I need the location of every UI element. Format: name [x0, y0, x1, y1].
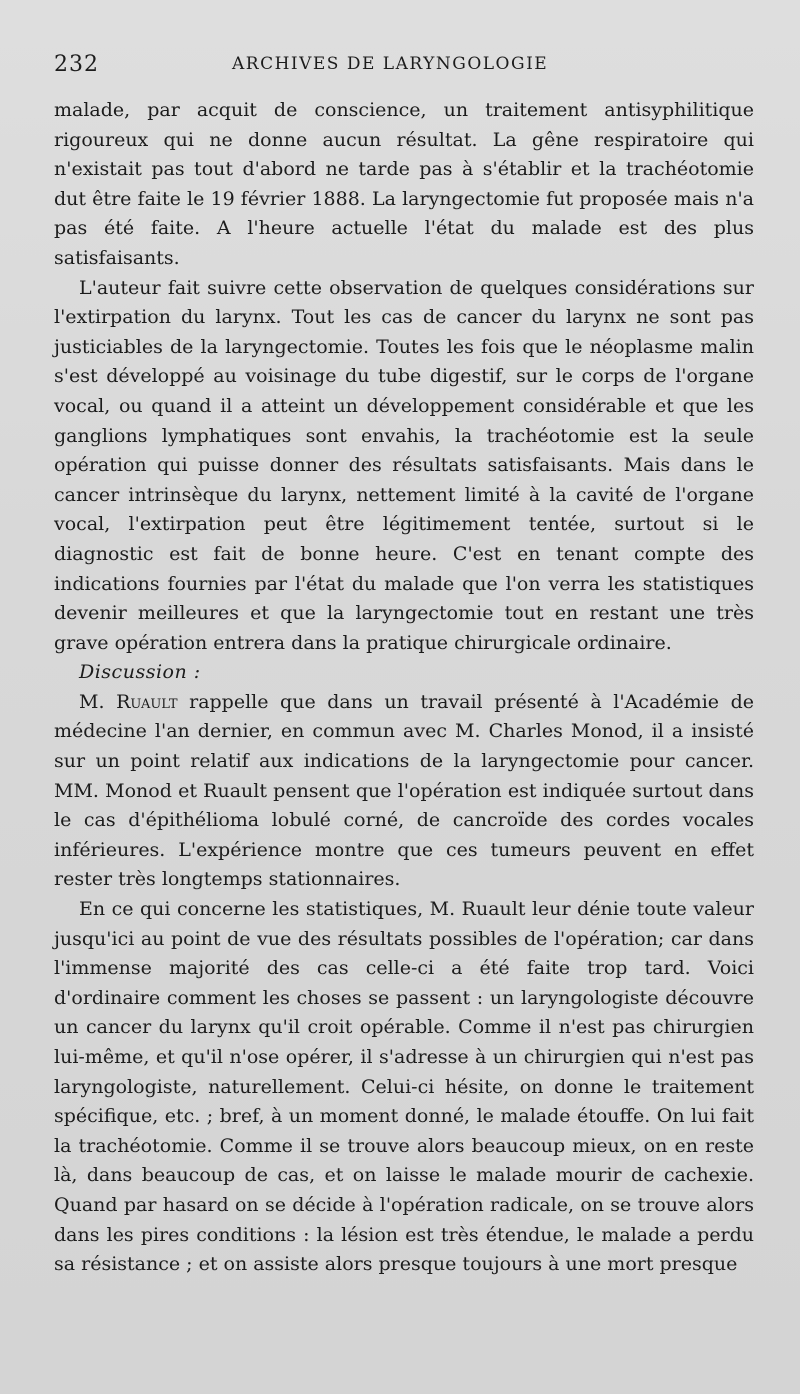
paragraph-continuation: malade, par acquit de conscience, un traitement antisyphilitique rigoureux qui ne donne aucun résultat. La gêne respiratoire qui n'existait pas tout d'abord ne tarde pas à s'établir et la trachéotomie dut être faite le 19 février 1888. La laryngectomie fut proposée mais n'a pas été faite. A l'heure actuelle l'état du malade est des plus satisfaisants. — [54, 99, 754, 269]
journal-title: ARCHIVES DE LARYNGOLOGIE — [232, 54, 549, 74]
discussion-heading: Discussion : — [79, 661, 201, 684]
paragraph-author-considerations: L'auteur fait suivre cette observation de quelques considérations sur l'extirpation du larynx. Tout les cas de cancer du larynx ne sont pas justiciables de la laryngectomie. Toutes les fois que le néoplasme malin s'est développé au voisinage du tube digestif, sur le corps de l'organe vocal, ou quand il a atteint un développement considérable et que les ganglions lymphatiques sont envahis, la trachéotomie est la seule opération qui puisse donner des résultats satisfaisants. Mais dans le cancer intrinsèque du larynx, nettement limité à la cavité de l'organe vocal, l'extirpation peut être légitimement tentée, surtout si le diagnostic est fait de bonne heure. C'est en tenant compte des indications fournies par l'état du malade que l'on verra les statistiques devenir meilleures et que la laryngectomie tout en restant une très grave opération entrera dans la pratique chirurgicale ordinaire. — [54, 276, 754, 654]
speaker-name: Ruault — [116, 690, 178, 713]
paragraph-ruault-remarks — [54, 688, 754, 895]
paragraph-ruault-remarks-text: rappelle que dans un travail présenté à l'Académie de médecine l'an dernier, en commun avec M. Charles Monod, il a insisté sur un point relatif aux indications de la laryngectomie pour cancer. MM. Monod et Ruault pensent que l'opération est indiquée surtout dans le cas d'épithélioma lobulé corné, de cancroïde des cordes vocales inférieures. L'expérience montre que ces tumeurs peuvent en effet rester très longtemps stationnaires. — [54, 690, 754, 891]
page-number: 232 — [54, 52, 99, 77]
running-head — [54, 52, 754, 86]
speaker-prefix: M. — [79, 690, 117, 713]
paragraph-statistics: En ce qui concerne les statistiques, M. Ruault leur dénie toute valeur jusqu'ici au point de vue des résultats possibles de l'opération; car dans l'immense majorité des cas celle-ci a été faite trop tard. Voici d'ordinaire comment les choses se passent : un laryngologiste découvre un cancer du larynx qu'il croit opérable. Comme il n'est pas chirurgien lui-même, et qu'il n'ose opérer, il s'adresse à un chirurgien qui n'est pas laryngologiste, naturellement. Celui-ci hésite, on donne le traitement spécifique, etc. ; bref, à un moment donné, le malade étouffe. On lui fait la trachéotomie. Comme il se trouve alors beaucoup mieux, on en reste là, dans beaucoup de cas, et on laisse le malade mourir de cachexie. Quand par hasard on se décide à l'opération radicale, on se trouve alors dans les pires conditions : la lésion est très étendue, le malade a perdu sa résistance ; et on assiste alors presque toujours à une mort presque — [54, 898, 754, 1276]
body-text — [54, 96, 754, 1280]
